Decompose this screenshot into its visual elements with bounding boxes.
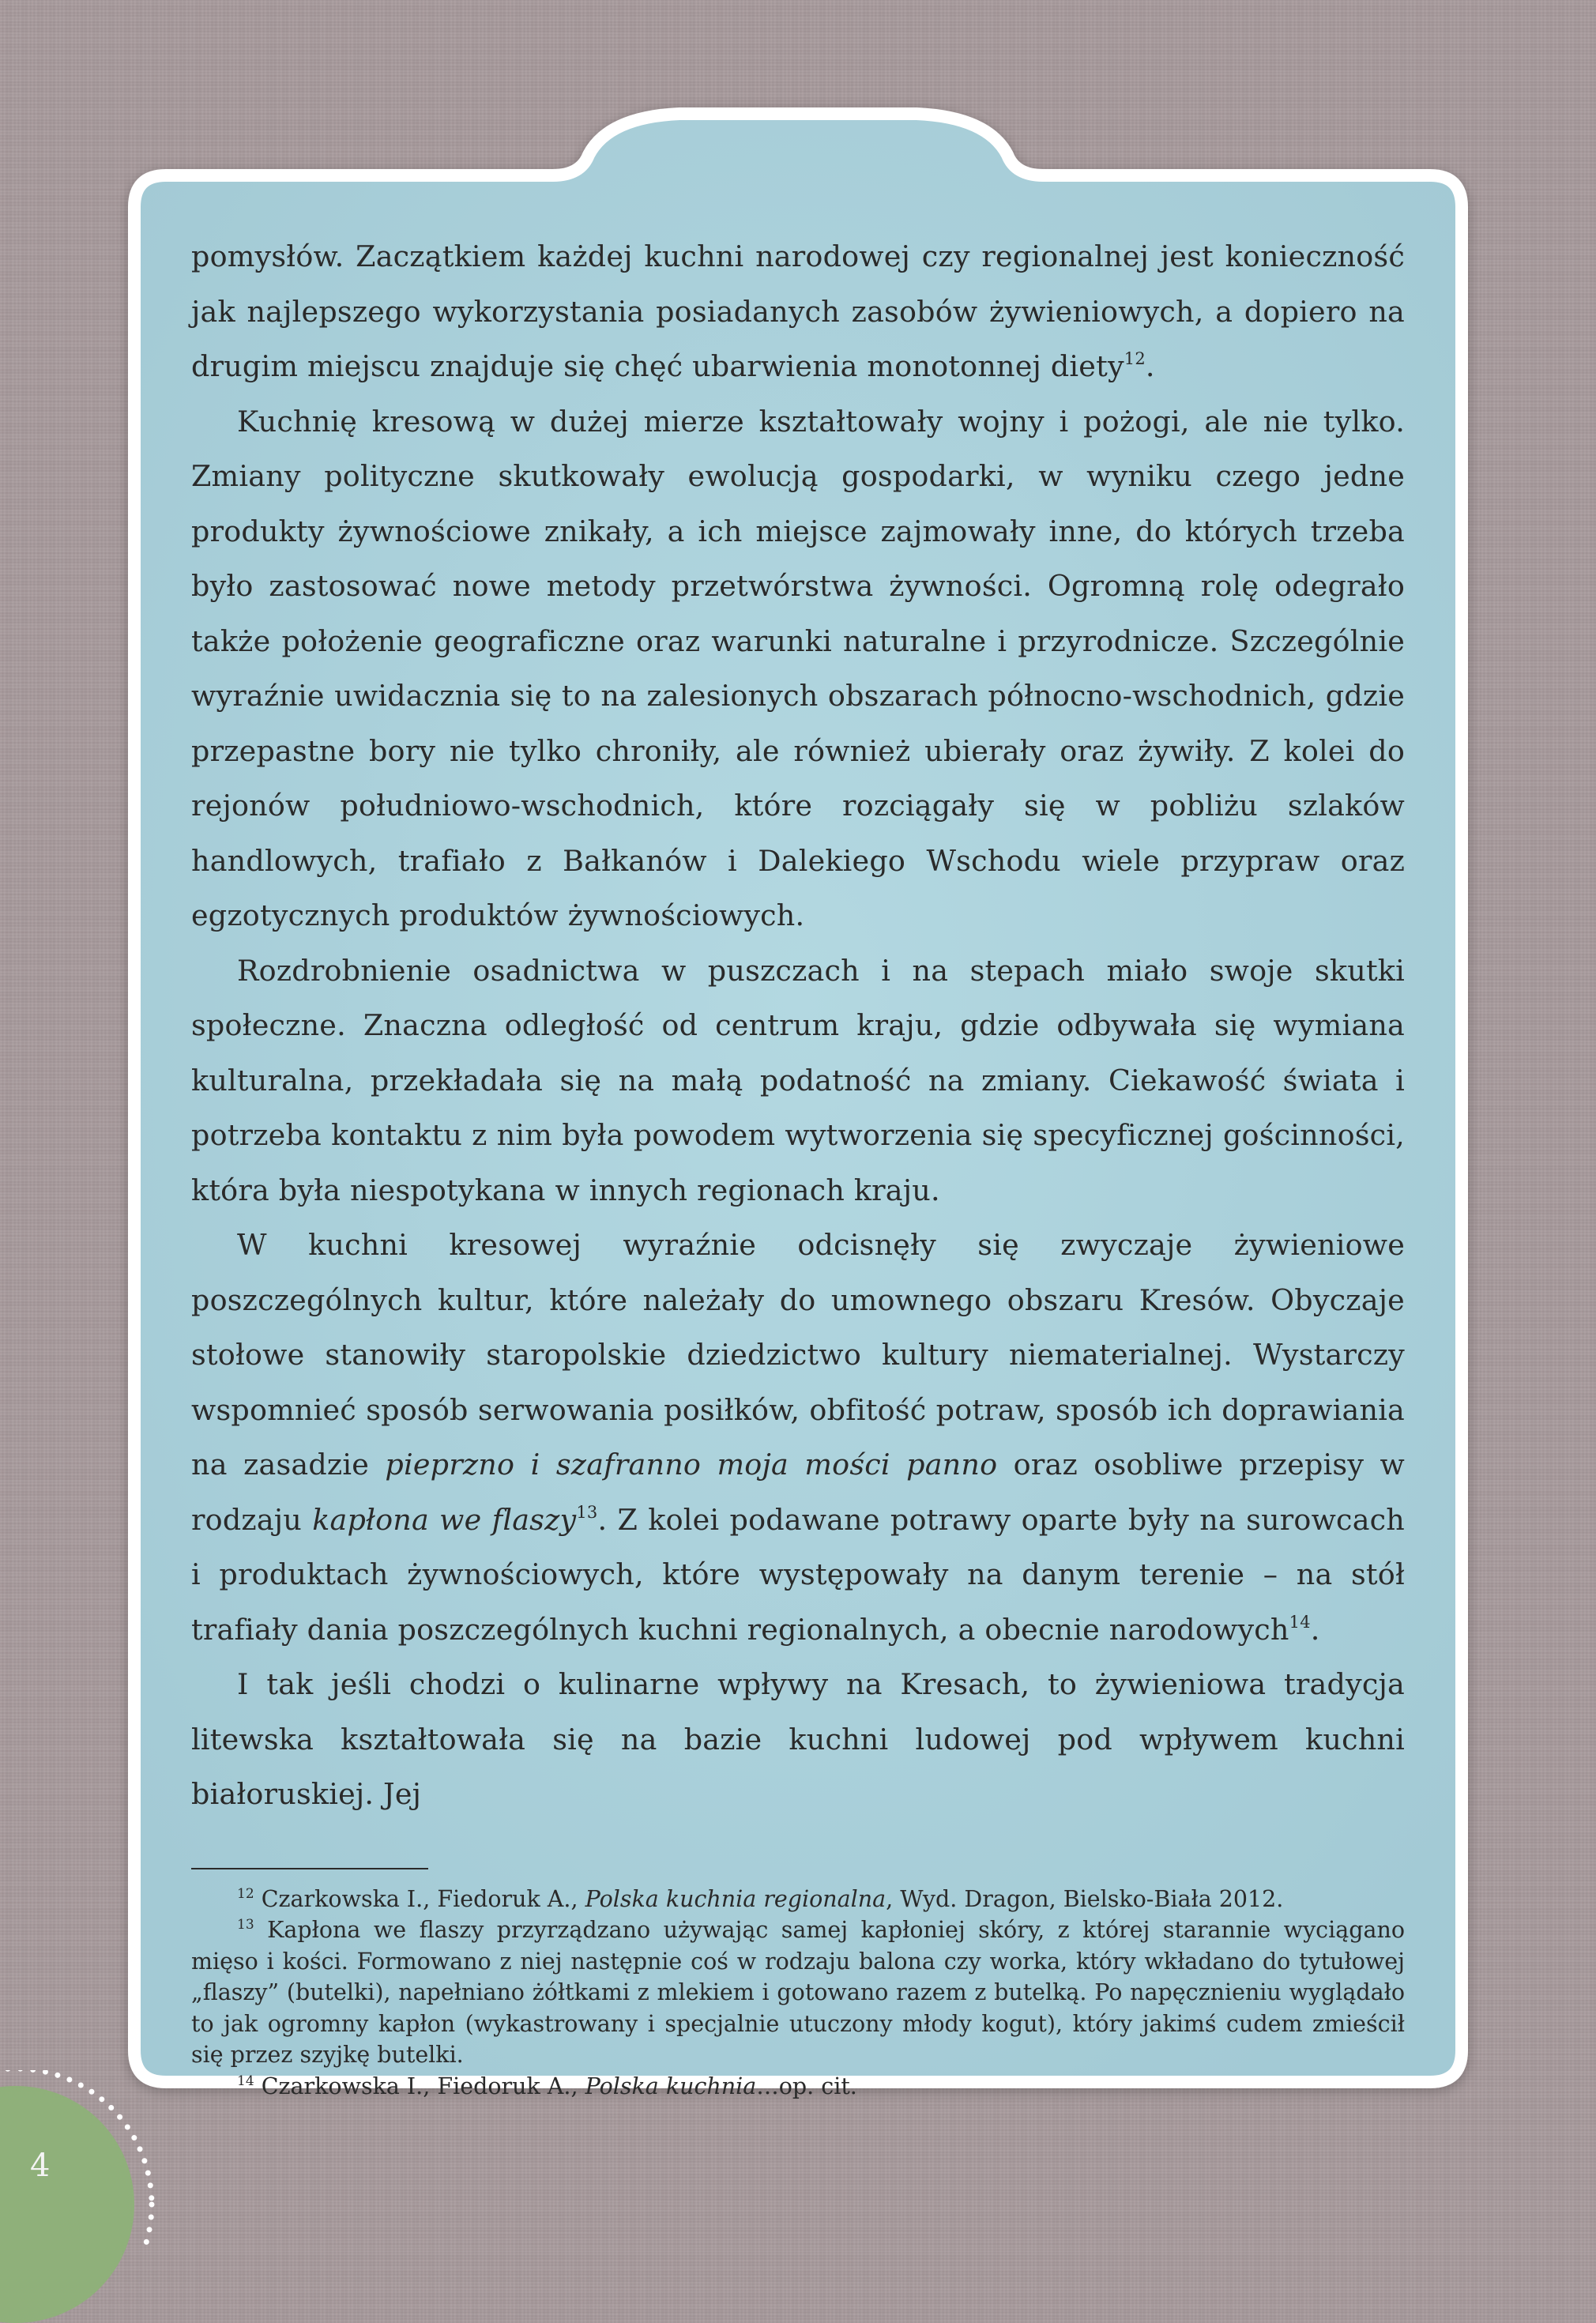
body-paragraph (191, 1657, 1405, 1822)
text-run: Kuchnię kresową w dużej mierze kształtowały wojny i pożogi, ale nie tylko. Zmiany polityczne skutkowały ewolucją gospodarki, w wyniku czego jedne produkty żywnościowe znikały, a ich miejsce zajmowały inne, do których trzeba było zastosować nowe metody przetwórstwa żywności. Ogromną rolę odegrało także położenie geograficzne oraz warunki naturalne i przyrodnicze. Szczególnie wyraźnie uwidacznia się to na zalesionych obszarach północno-wschodnich, gdzie przepastne bory nie tylko chroniły, ale również ubierały oraz żywiły. Z kolei do rejonów południowo-wschodnich, które rozciągały się w pobliżu szlaków handlowych, trafiało z Bałkanów i Dalekiego Wschodu wiele przypraw oraz egzotycznych produktów żywnościowych. (191, 404, 1405, 932)
text-run: I tak jeśli chodzi o kulinarne wpływy na Kresach, to żywieniowa tradycja litewska kształtowała się na bazie kuchni ludowej pod wpływem kuchni białoruskiej. Jej (191, 1667, 1405, 1811)
footnote (191, 2071, 1405, 2103)
text-run: pomysłów. Zaczątkiem każdej kuchni narodowej czy regionalnej jest konieczność jak najlepszego wykorzystania posiadanych zasobów żywieniowych, a dopiero na drugim miejscu znajduje się chęć ubarwienia monotonnej diety (191, 239, 1405, 383)
footnote-separator (191, 1868, 428, 1869)
body-paragraph (191, 394, 1405, 943)
page-corner-dotted-border (0, 2070, 174, 2250)
body-paragraph (191, 229, 1405, 394)
footnote (191, 1884, 1405, 1915)
text-run: Kapłona we flaszy przyrządzano używając samej kapłoniej skóry, z której starannie wyciągano mięso i kości. Formowano z niej następnie coś w rodzaju balona czy worka, który wkładano do tytułowej „flaszy” (butelki), napełniano żółtkami z mlekiem i gotowano razem z butelką. Po napęcznieniu wyglądało to jak ogromny kapłon (wykastrowany i specjalnie utuczony młody kogut), który jakimś cudem zmieścił się przez szyjkę butelki. (191, 1917, 1405, 2068)
text-run: , Wyd. Dragon, Bielsko-Biała 2012. (886, 1885, 1284, 1912)
footnote (191, 1914, 1405, 2071)
footnote-reference: 12 (237, 1885, 254, 1902)
text-run: W kuchni kresowej wyraźnie odcisnęły się zwyczaje żywieniowe poszczególnych kultur, które należały do umownego obszaru Kresów. Obyczaje stołowe stanowiły staropolskie dziedzictwo kultury niematerialnej. Wystarczy wspomnieć sposób serwowania posiłków, obfitość potraw, sposób ich doprawiania na zasadzie (191, 1228, 1405, 1482)
footnote-reference: 13 (237, 1917, 254, 1933)
italic-text: kapłona we flaszy (312, 1502, 577, 1537)
footnotes (191, 1884, 1405, 2103)
body-paragraph (191, 1218, 1405, 1657)
text-run: . (1145, 349, 1155, 383)
page-number: 4 (30, 2148, 51, 2184)
italic-text: Polska kuchnia regionalna (585, 1885, 886, 1912)
footnote-reference: 14 (1289, 1612, 1311, 1632)
footnote-reference: 12 (1124, 349, 1146, 368)
footnote-reference: 13 (576, 1502, 598, 1522)
text-run: . Z kolei podawane potrawy oparte były na surowcach i produktach żywnościowych, które występowały na danym terenie – na stół trafiały dania poszczególnych kuchni regionalnych, a obecnie narodowych (191, 1502, 1406, 1647)
body-paragraph (191, 943, 1405, 1218)
italic-text: Polska kuchnia (585, 2073, 757, 2099)
text-run: Czarkowska I., Fiedoruk A., (254, 2073, 585, 2099)
text-run: Rozdrobnienie osadnictwa w puszczach i na stepach miało swoje skutki społeczne. Znaczna odległość od centrum kraju, gdzie odbywała się wymiana kulturalna, przekładała się na małą podatność na zmiany. Ciekawość świata i potrzeba kontaktu z nim była powodem wytworzenia się specyficznej gościnności, która była niespotykana w innych regionach kraju. (191, 953, 1405, 1207)
text-run: . (1310, 1612, 1320, 1647)
italic-text: pieprzno i szafranno moja mości panno (385, 1448, 998, 1482)
page-content (191, 229, 1405, 2102)
footnote-reference: 14 (237, 2073, 254, 2089)
text-run: Czarkowska I., Fiedoruk A., (254, 1885, 585, 1912)
text-run: …op. cit. (756, 2073, 857, 2099)
text-run: oraz osobliwe przepisy w rodzaju (191, 1448, 1405, 1537)
body-text (191, 229, 1405, 1822)
